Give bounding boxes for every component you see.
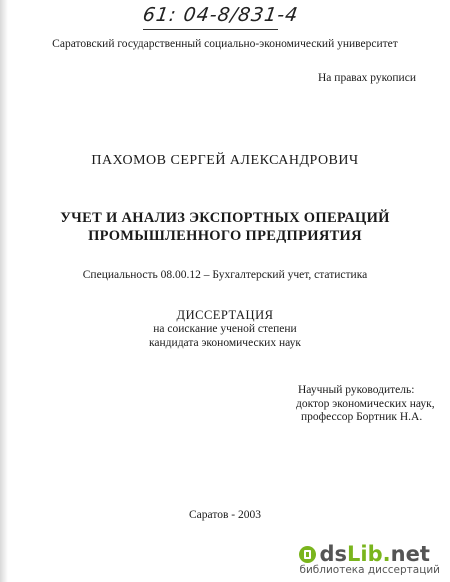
title-line-1: УЧЕТ И АНАЛИЗ ЭКСПОРТНЫХ ОПЕРАЦИЙ	[60, 210, 390, 226]
watermark-subtitle: библиотека диссертаций	[299, 564, 440, 576]
advisor-line-2: доктор экономических наук,	[296, 397, 435, 410]
specialty: Специальность 08.00.12 – Бухгалтерский учет, статистика	[82, 269, 368, 281]
degree-line-1: на соискание ученой степени	[153, 323, 297, 335]
logo-net: net	[390, 542, 430, 566]
manuscript-note: На правах рукописи	[318, 72, 416, 84]
archive-code-underline	[143, 29, 278, 30]
dissertation-heading: ДИССЕРТАЦИЯ	[176, 308, 274, 322]
degree-line-2: кандидата экономических наук	[149, 337, 301, 349]
title-line-2: ПРОМЫШЛЕННОГО ПРЕДПРИЯТИЯ	[88, 228, 362, 244]
dslib-watermark[interactable]	[299, 542, 440, 576]
dslib-logo	[299, 542, 440, 566]
logo-lib: Lib	[347, 542, 383, 566]
dissertation-title	[0, 209, 450, 245]
advisor-block	[298, 384, 435, 425]
advisor-line-3: профессор Бортник Н.А.	[301, 411, 423, 423]
dissertation-block	[0, 308, 450, 350]
advisor-line-1: Научный руководитель:	[298, 384, 415, 396]
city-year: Саратов - 2003	[189, 509, 261, 521]
logo-dot: .	[382, 542, 391, 566]
author-name: ПАХОМОВ СЕРГЕЙ АЛЕКСАНДРОВИЧ	[91, 153, 359, 168]
university-name: Саратовский государственный социально-экономический университет	[52, 38, 398, 50]
logo-ds: ds	[319, 542, 348, 566]
archive-code-handwritten: 61: 04-8/831-4	[141, 4, 300, 26]
document-icon	[299, 546, 316, 563]
scan-edge-shadow	[0, 0, 8, 582]
